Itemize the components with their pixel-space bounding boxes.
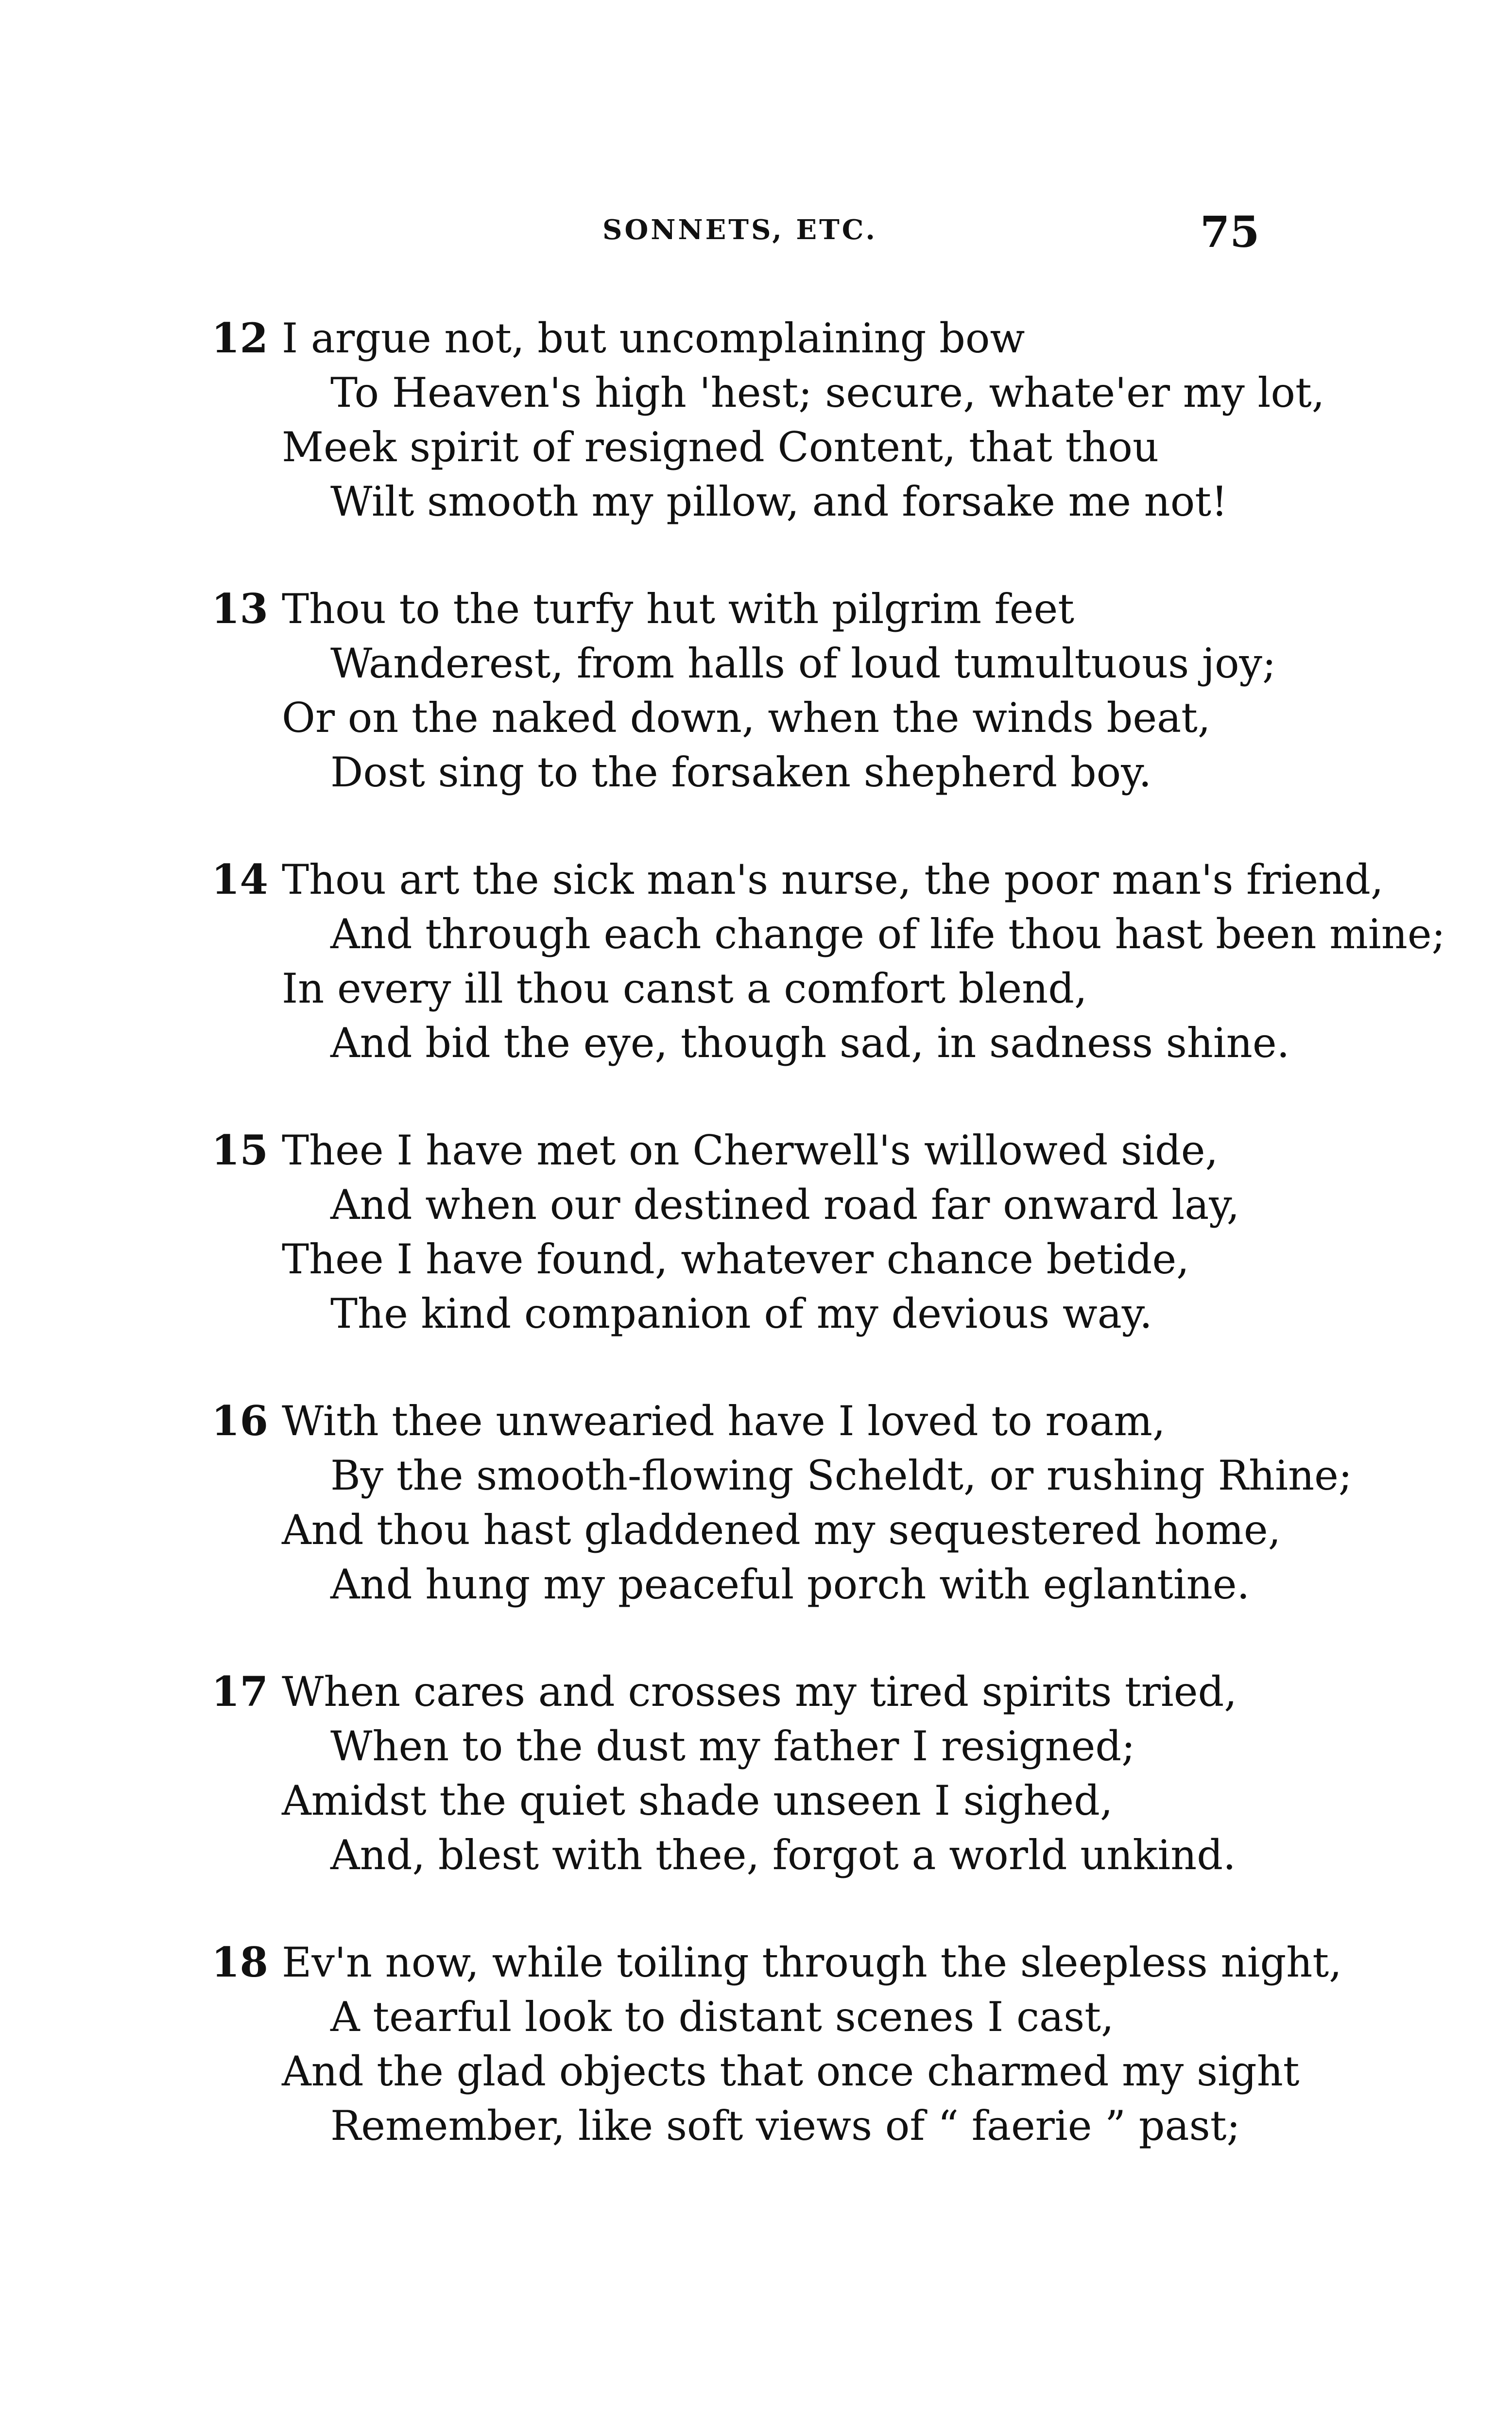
poem-line: When cares and crosses my tired spirits tried, [282, 1668, 1237, 1716]
poem-line: And through each change of life thou hast been mine; [330, 910, 1445, 958]
stanza-number: 18 [211, 1938, 268, 1986]
poem-line: Thee I have found, whatever chance betide, [282, 1235, 1189, 1283]
poem-line: Meek spirit of resigned Content, that thou [282, 423, 1159, 471]
poem-line: When to the dust my father I resigned; [330, 1722, 1135, 1770]
poem-line: Amidst the quiet shade unseen I sighed, [282, 1777, 1113, 1824]
poem-line: Wanderest, from halls of loud tumultuous joy; [330, 640, 1276, 687]
poem-line: I argue not, but uncomplaining bow [282, 314, 1025, 362]
poem-line: With thee unwearied have I loved to roam, [282, 1397, 1166, 1445]
poem-line: The kind companion of my devious way. [330, 1290, 1152, 1337]
page-number: 75 [1200, 207, 1260, 257]
stanza-number: 12 [211, 314, 268, 362]
poem-line: And the glad objects that once charmed my sight [282, 2048, 1300, 2095]
poem-line: Ev'n now, while toiling through the sleepless night, [282, 1939, 1342, 1986]
poem-line: Thee I have met on Cherwell's willowed side, [282, 1127, 1219, 1174]
stanza-number: 17 [211, 1667, 268, 1716]
stanza-number: 14 [211, 855, 268, 903]
poem-line: And thou hast gladdened my sequestered home, [282, 1506, 1281, 1554]
poem-line: In every ill thou canst a comfort blend, [282, 965, 1087, 1012]
poem-line: A tearful look to distant scenes I cast, [330, 1993, 1114, 2041]
poem-line: And, blest with thee, forgot a world unkind. [330, 1831, 1236, 1879]
stanza-number: 13 [211, 585, 268, 633]
poem-line: Remember, like soft views of “ faerie ” past; [330, 2102, 1240, 2150]
running-head: SONNETS, ETC. [602, 214, 877, 246]
poem-line: And when our destined road far onward lay, [330, 1181, 1240, 1229]
poem-line: And bid the eye, though sad, in sadness shine. [330, 1019, 1290, 1067]
poem-line: And hung my peaceful porch with eglantine. [330, 1561, 1250, 1608]
poem-line: Dost sing to the forsaken shepherd boy. [330, 748, 1152, 796]
poem-line: Or on the naked down, when the winds beat, [282, 694, 1211, 742]
poem-line: Wilt smooth my pillow, and forsake me not! [330, 478, 1228, 525]
poem-line: Thou to the turfy hut with pilgrim feet [282, 585, 1074, 633]
stanza-number: 16 [211, 1397, 268, 1445]
stanza-number: 15 [211, 1126, 268, 1174]
poem-line: To Heaven's high 'hest; secure, whate'er my lot, [330, 369, 1325, 417]
poem-line: Thou art the sick man's nurse, the poor man's friend, [282, 856, 1384, 903]
poem-line: By the smooth-flowing Scheldt, or rushing Rhine; [330, 1452, 1353, 1499]
